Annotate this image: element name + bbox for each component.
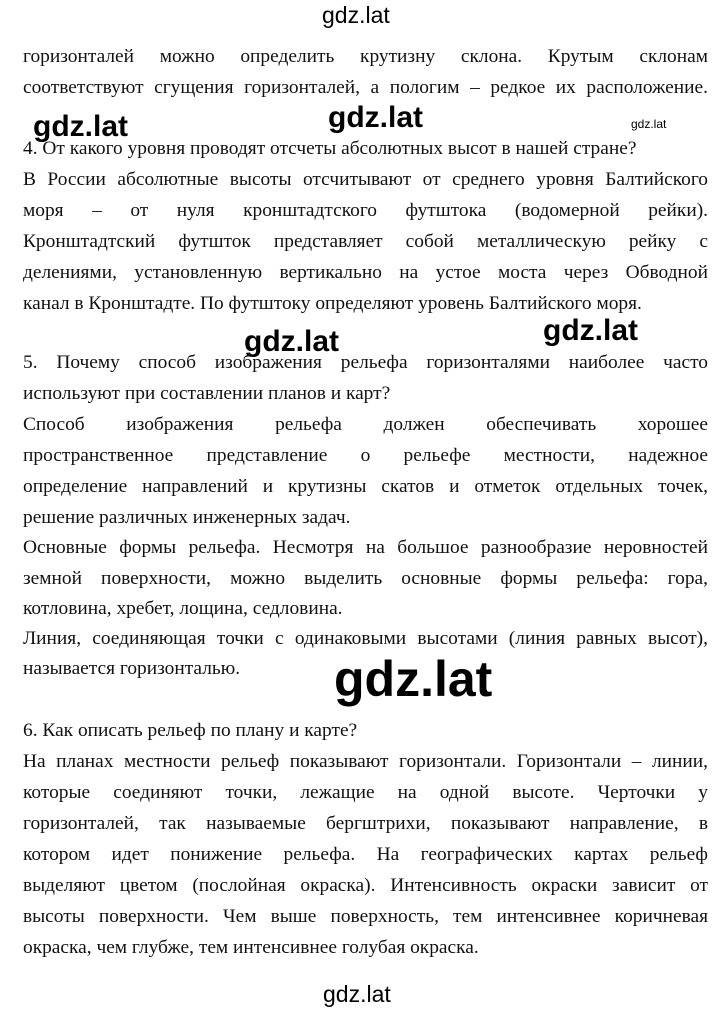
text-line: высоты поверхности. Чем выше поверхность, тем интенсивнее коричневая [23,906,708,927]
question-heading: 5. Почему способ изображения рельефа горизонталями наиболее часто [23,352,708,373]
text-line: горизонталей, так называемые бергштрихи, показывают направление, в [23,813,708,834]
text-line: Основные формы рельефа. Несмотря на большое разнообразие неровностей [23,537,708,558]
watermark-middle: gdz.lat [328,101,423,134]
text-line: делениями, установленную вертикально на устое моста через Обводной [23,262,708,283]
text-line: окраска, чем глубже, тем интенсивнее голубая окраска. [23,937,479,958]
watermark-large-center: gdz.lat [334,651,493,707]
text-line: котором идет понижение рельефа. На географических картах рельеф [23,844,708,865]
watermark-bottom: gdz.lat [323,981,391,1007]
question-heading: используют при составлении планов и карт? [23,383,391,404]
watermark-middle-2: gdz.lat [244,325,339,358]
text-line: котловина, хребет, лощина, седловина. [23,598,343,619]
text-line: В России абсолютные высоты отсчитывают от среднего уровня Балтийского [23,169,708,190]
text-line: горизонталей можно определить крутизну склона. Крутым склонам [23,46,708,67]
text-line: земной поверхности, можно выделить основные формы рельефа: гора, [23,568,708,589]
text-line: Способ изображения рельефа должен обеспечивать хорошее [23,414,708,435]
question-heading: 6. Как описать рельеф по плану и карте? [23,720,358,741]
text-line: Линия, соединяющая точки с одинаковыми высотами (линия равных высот), [23,628,708,649]
watermark-top: gdz.lat [322,2,390,28]
watermark-small-right: gdz.lat [631,117,667,131]
text-line: Кронштадтский футшток представляет собой металлическую рейку с [23,231,708,252]
text-line: моря – от нуля кронштадтского футштока (водомерной рейки). [23,200,708,221]
text-line: решение различных инженерных задач. [23,507,351,528]
question-heading: 4. От какого уровня проводят отсчеты абсолютных высот в нашей стране? [23,138,637,159]
text-line: называется горизонталью. [23,658,241,679]
text-line: пространственное представление о рельефе местности, надежное [23,445,708,466]
watermark-right: gdz.lat [543,314,638,347]
text-line: На планах местности рельеф показывают горизонтали. Горизонтали – линии, [23,751,708,772]
text-line: определение направлений и крутизны скатов и отметок отдельных точек, [23,476,708,497]
text-line: соответствуют сгущения горизонталей, а пологим – редкое их расположение. [23,77,708,98]
text-line: которые соединяют точки, лежащие на одной высоте. Черточки у [23,782,708,803]
text-line: выделяют цветом (послойная окраска). Интенсивность окраски зависит от [23,875,708,896]
watermark-left: gdz.lat [33,110,128,143]
text-line: канал в Кронштадте. По футштоку определяют уровень Балтийского моря. [23,293,642,314]
